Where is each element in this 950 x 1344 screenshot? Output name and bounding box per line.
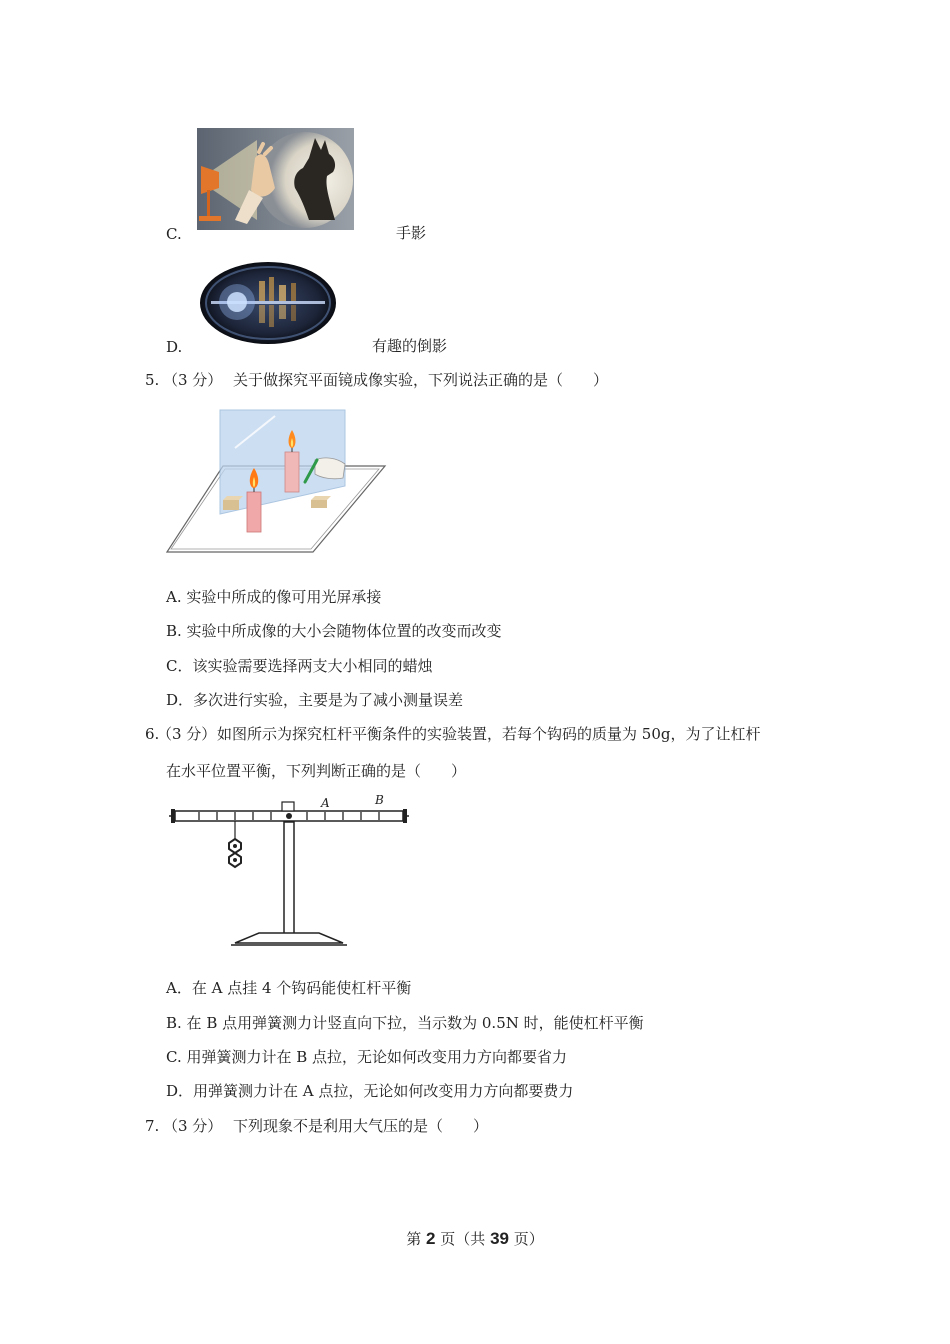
question-5-number: 5. [145, 371, 160, 389]
footer-middle: 页（共 [440, 1230, 486, 1248]
question-6-option-c: C. 用弹簧测力计在 B 点拉，无论如何改变用力方向都要省力 [166, 1048, 568, 1066]
question-6-option-d: D．用弹簧测力计在 A 点拉，无论如何改变用力方向都要费力 [166, 1082, 574, 1100]
mirror-experiment-figure [165, 408, 390, 558]
question-6-stem-line1: 如图所示为探究杠杆平衡条件的实验装置，若每个钩码的质量为 50g，为了让杠杆 [217, 725, 761, 743]
question-5-stem: 关于做探究平面镜成像实验，下列说法正确的是（ ） [233, 371, 609, 389]
question-5-option-a: A. 实验中所成的像可用光屏承接 [166, 588, 382, 606]
question-5-option-c: C．该实验需要选择两支大小相同的蜡烛 [166, 657, 433, 675]
question-5-option-d: D．多次进行实验，主要是为了减小测量误差 [166, 691, 464, 709]
reflection-image [199, 261, 337, 345]
hand-shadow-image [197, 128, 354, 230]
question-6-number: 6. [145, 725, 160, 743]
question-5-score: （3 分） [163, 371, 223, 389]
question-7-number: 7. [145, 1117, 160, 1135]
footer-prefix: 第 [406, 1230, 422, 1248]
lever-point-a-label: A [321, 796, 330, 810]
question-7-stem: 下列现象不是利用大气压的是（ ） [233, 1117, 489, 1135]
lever-point-b-label: B [375, 795, 384, 807]
footer-page-number: 2 [426, 1229, 436, 1248]
option-c-caption: 手影 [396, 224, 427, 242]
option-c-letter: C. [166, 225, 182, 243]
footer-total-pages: 39 [490, 1229, 509, 1248]
option-d-caption: 有趣的倒影 [372, 337, 448, 355]
question-6-option-b: B. 在 B 点用弹簧测力计竖直向下拉，当示数为 0.5N 时，能使杠杆平衡 [166, 1014, 644, 1032]
footer-suffix: 页） [513, 1230, 544, 1248]
question-7-score: （3 分） [163, 1117, 223, 1135]
question-6-option-a: A．在 A 点挂 4 个钩码能使杠杆平衡 [166, 979, 412, 997]
question-6-score: （3 分） [157, 725, 217, 743]
lever-experiment-figure [165, 795, 415, 955]
question-5-option-b: B. 实验中所成像的大小会随物体位置的改变而改变 [166, 622, 502, 640]
page-footer [0, 1229, 950, 1249]
option-d-letter: D. [166, 338, 183, 356]
question-6-stem-line2: 在水平位置平衡，下列判断正确的是（ ） [166, 762, 467, 780]
